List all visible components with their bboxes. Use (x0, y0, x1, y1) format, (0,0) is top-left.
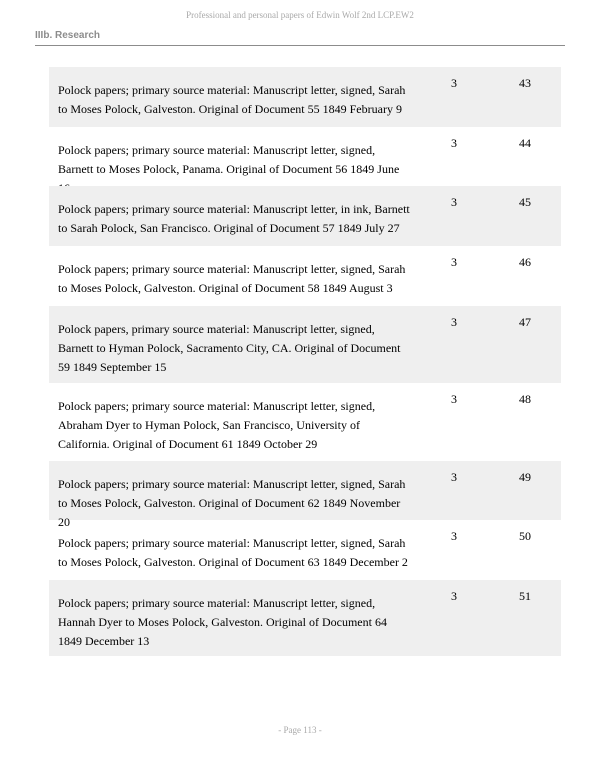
folder-number: 47 (519, 315, 531, 329)
list-item (49, 127, 561, 186)
box-number: 3 (451, 470, 457, 484)
item-description: Polock papers; primary source material: Manuscript letter, signed, Sarah to Moses Polock, Galveston. Original of Document 62 1849 November 20 (58, 477, 406, 529)
folder-number: 51 (519, 589, 531, 603)
folder-number: 49 (519, 470, 531, 484)
list-item (49, 186, 561, 246)
item-description: Polock papers; primary source material: Manuscript letter, signed, Sarah to Moses Polock, Galveston. Original of Document 55 1849 February 9 (58, 83, 406, 116)
item-description: Polock papers; primary source material: Manuscript letter, signed, Hannah Dyer to Moses Polock, Galveston. Original of Document 64 1849 December 13 (58, 596, 387, 648)
list-item (49, 306, 561, 383)
folder-number: 48 (519, 392, 531, 406)
box-number: 3 (451, 529, 457, 543)
item-description: Polock papers; primary source material: Manuscript letter, signed, Sarah to Moses Polock, Galveston. Original of Document 63 1849 December 2 (58, 536, 408, 569)
box-number: 3 (451, 392, 457, 406)
list-item (49, 246, 561, 306)
item-description: Polock papers; primary source material: Manuscript letter, in ink, Barnett to Sarah Polock, San Francisco. Original of Document 57 1849 July 27 (58, 202, 410, 235)
box-number: 3 (451, 195, 457, 209)
item-description: Polock papers, primary source material: Manuscript letter, signed, Barnett to Hyman Polock, Sacramento City, CA. Original of Document 59 1849 September 15 (58, 322, 401, 374)
box-number: 3 (451, 136, 457, 150)
folder-number: 44 (519, 136, 531, 150)
item-description: Polock papers; primary source material: Manuscript letter, signed, Sarah to Moses Polock, Galveston. Original of Document 58 1849 August 3 (58, 262, 406, 295)
box-number: 3 (451, 589, 457, 603)
folder-number: 45 (519, 195, 531, 209)
section-divider (35, 45, 565, 46)
box-number: 3 (451, 315, 457, 329)
container-list (49, 67, 561, 656)
list-item (49, 461, 561, 529)
item-description: Polock papers; primary source material: Manuscript letter, signed, Barnett to Moses Polock, Panama. Original of Document 56 1849 June (58, 143, 400, 176)
box-number: 3 (451, 255, 457, 269)
list-item (49, 580, 561, 656)
item-description: Polock papers; primary source material: Manuscript letter, signed, Abraham Dyer to Hyman Polock, San Francisco, University of California. Original of Document 61 1849 October 29 (58, 399, 376, 451)
page-number: - Page 113 - (278, 725, 322, 735)
folder-number: 50 (519, 529, 531, 543)
list-item (49, 520, 561, 580)
box-number: 3 (451, 76, 457, 90)
list-item (49, 383, 561, 461)
list-item (49, 67, 561, 127)
running-header: Professional and personal papers of Edwin Wolf 2nd LCP.EW2 (186, 10, 414, 20)
folder-number: 43 (519, 76, 531, 90)
folder-number: 46 (519, 255, 531, 269)
section-title: IIIb. Research (35, 30, 101, 41)
